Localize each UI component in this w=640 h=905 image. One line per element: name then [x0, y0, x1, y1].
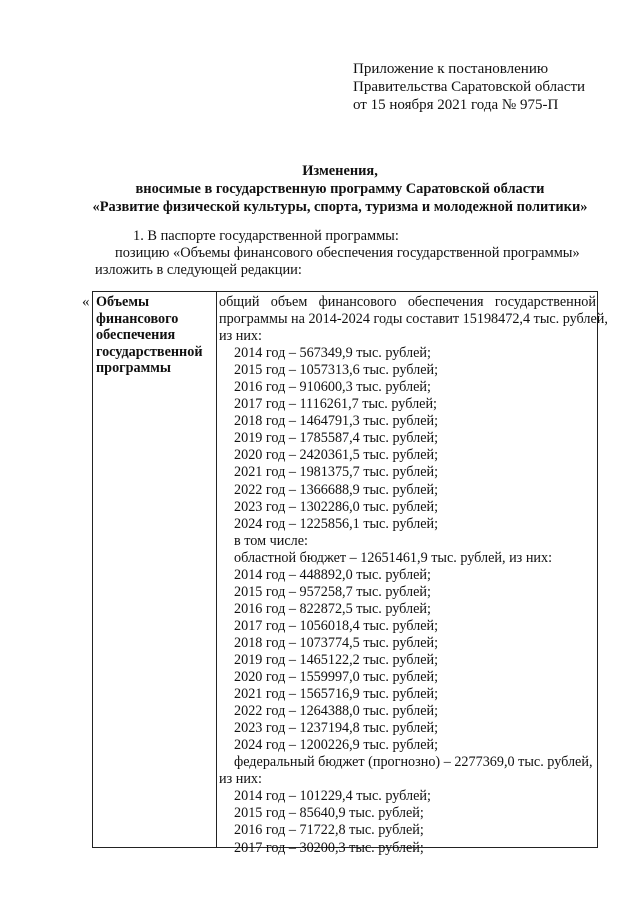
total-year-row: 2014 год – 567349,9 тыс. рублей; [234, 345, 431, 362]
title-line-2: вносимые в государственную программу Саратовской области [135, 181, 545, 197]
federal-year-row: 2017 год – 30200,3 тыс. рублей; [234, 839, 424, 856]
regional-year-row: 2014 год – 448892,0 тыс. рублей; [234, 566, 431, 583]
total-year-row: 2017 год – 1116261,7 тыс. рублей; [234, 396, 437, 413]
regional-year-row: 2018 год – 1073774,5 тыс. рублей; [234, 634, 439, 651]
total-year-row: 2020 год – 2420361,5 тыс. рублей; [234, 447, 439, 464]
including-label: в том числе: [234, 532, 308, 549]
left-cell-line: государственной [96, 343, 203, 360]
total-year-row: 2016 год – 910600,3 тыс. рублей; [234, 379, 431, 396]
regional-year-row: 2015 год – 957258,7 тыс. рублей; [234, 583, 431, 600]
regional-year-row: 2020 год – 1559997,0 тыс. рублей; [234, 669, 439, 686]
funding-table [92, 291, 608, 856]
federal-year-row: 2014 год – 101229,4 тыс. рублей; [234, 788, 431, 805]
appendix-header [353, 60, 633, 114]
federal-budget-header-cont: из них: [219, 771, 262, 788]
left-cell-line: финансового [96, 310, 179, 327]
total-year-row: 2015 год – 1057313,6 тыс. рублей; [234, 362, 439, 379]
item-1-heading: 1. В паспорте государственной программы: [133, 228, 399, 244]
regional-year-row: 2023 год – 1237194,8 тыс. рублей; [234, 720, 439, 737]
funding-intro-line: из них: [219, 328, 262, 345]
left-cell-line: Объемы [96, 294, 150, 310]
regional-year-row: 2021 год – 1565716,9 тыс. рублей; [234, 686, 439, 703]
total-year-row: 2024 год – 1225856,1 тыс. рублей; [234, 515, 439, 532]
table-column-divider [216, 292, 217, 847]
federal-budget-header: федеральный бюджет (прогнозно) – 2277369,0 тыс. рублей, [234, 754, 593, 771]
funding-intro-line: программы на 2014-2024 годы составит 15198472,4 тыс. рублей, [219, 311, 608, 328]
funding-intro-line: общий объем финансового обеспечения государственной [219, 294, 596, 310]
total-year-row: 2018 год – 1464791,3 тыс. рублей; [234, 413, 439, 430]
regional-year-row: 2017 год – 1056018,4 тыс. рублей; [234, 617, 439, 634]
appendix-line-1: Приложение к постановлению [353, 61, 549, 77]
federal-year-row: 2015 год – 85640,9 тыс. рублей; [234, 805, 424, 822]
federal-year-row: 2016 год – 71722,8 тыс. рублей; [234, 822, 424, 839]
document-title [40, 162, 640, 216]
regional-year-row: 2016 год – 822872,5 тыс. рублей; [234, 600, 431, 617]
regional-budget-header: областной бюджет – 12651461,9 тыс. рублей, из них: [234, 549, 553, 566]
title-line-1: Изменения, [302, 163, 378, 179]
appendix-line-2: Правительства Саратовской области [353, 79, 586, 95]
item-1-text-b: изложить в следующей редакции: [95, 262, 302, 278]
opening-quote: « [82, 294, 90, 310]
left-cell-line: программы [96, 360, 171, 376]
regional-year-row: 2022 год – 1264388,0 тыс. рублей; [234, 703, 439, 720]
regional-year-row: 2019 год – 1465122,2 тыс. рублей; [234, 651, 439, 668]
regional-year-row: 2024 год – 1200226,9 тыс. рублей; [234, 737, 439, 754]
total-year-row: 2023 год – 1302286,0 тыс. рублей; [234, 498, 439, 515]
total-year-row: 2021 год – 1981375,7 тыс. рублей; [234, 464, 439, 481]
title-line-3: «Развитие физической культуры, спорта, туризма и молодежной политики» [92, 199, 588, 215]
table-right-cell [219, 294, 608, 857]
appendix-line-3: от 15 ноября 2021 года № 975-П [353, 97, 559, 113]
total-year-row: 2019 год – 1785587,4 тыс. рублей; [234, 430, 439, 447]
left-cell-line: обеспечения [96, 327, 176, 343]
table-left-cell [96, 294, 214, 377]
total-year-row: 2022 год – 1366688,9 тыс. рублей; [234, 481, 439, 498]
item-1-text-a: позицию «Объемы финансового обеспечения государственной программы» [115, 245, 580, 261]
